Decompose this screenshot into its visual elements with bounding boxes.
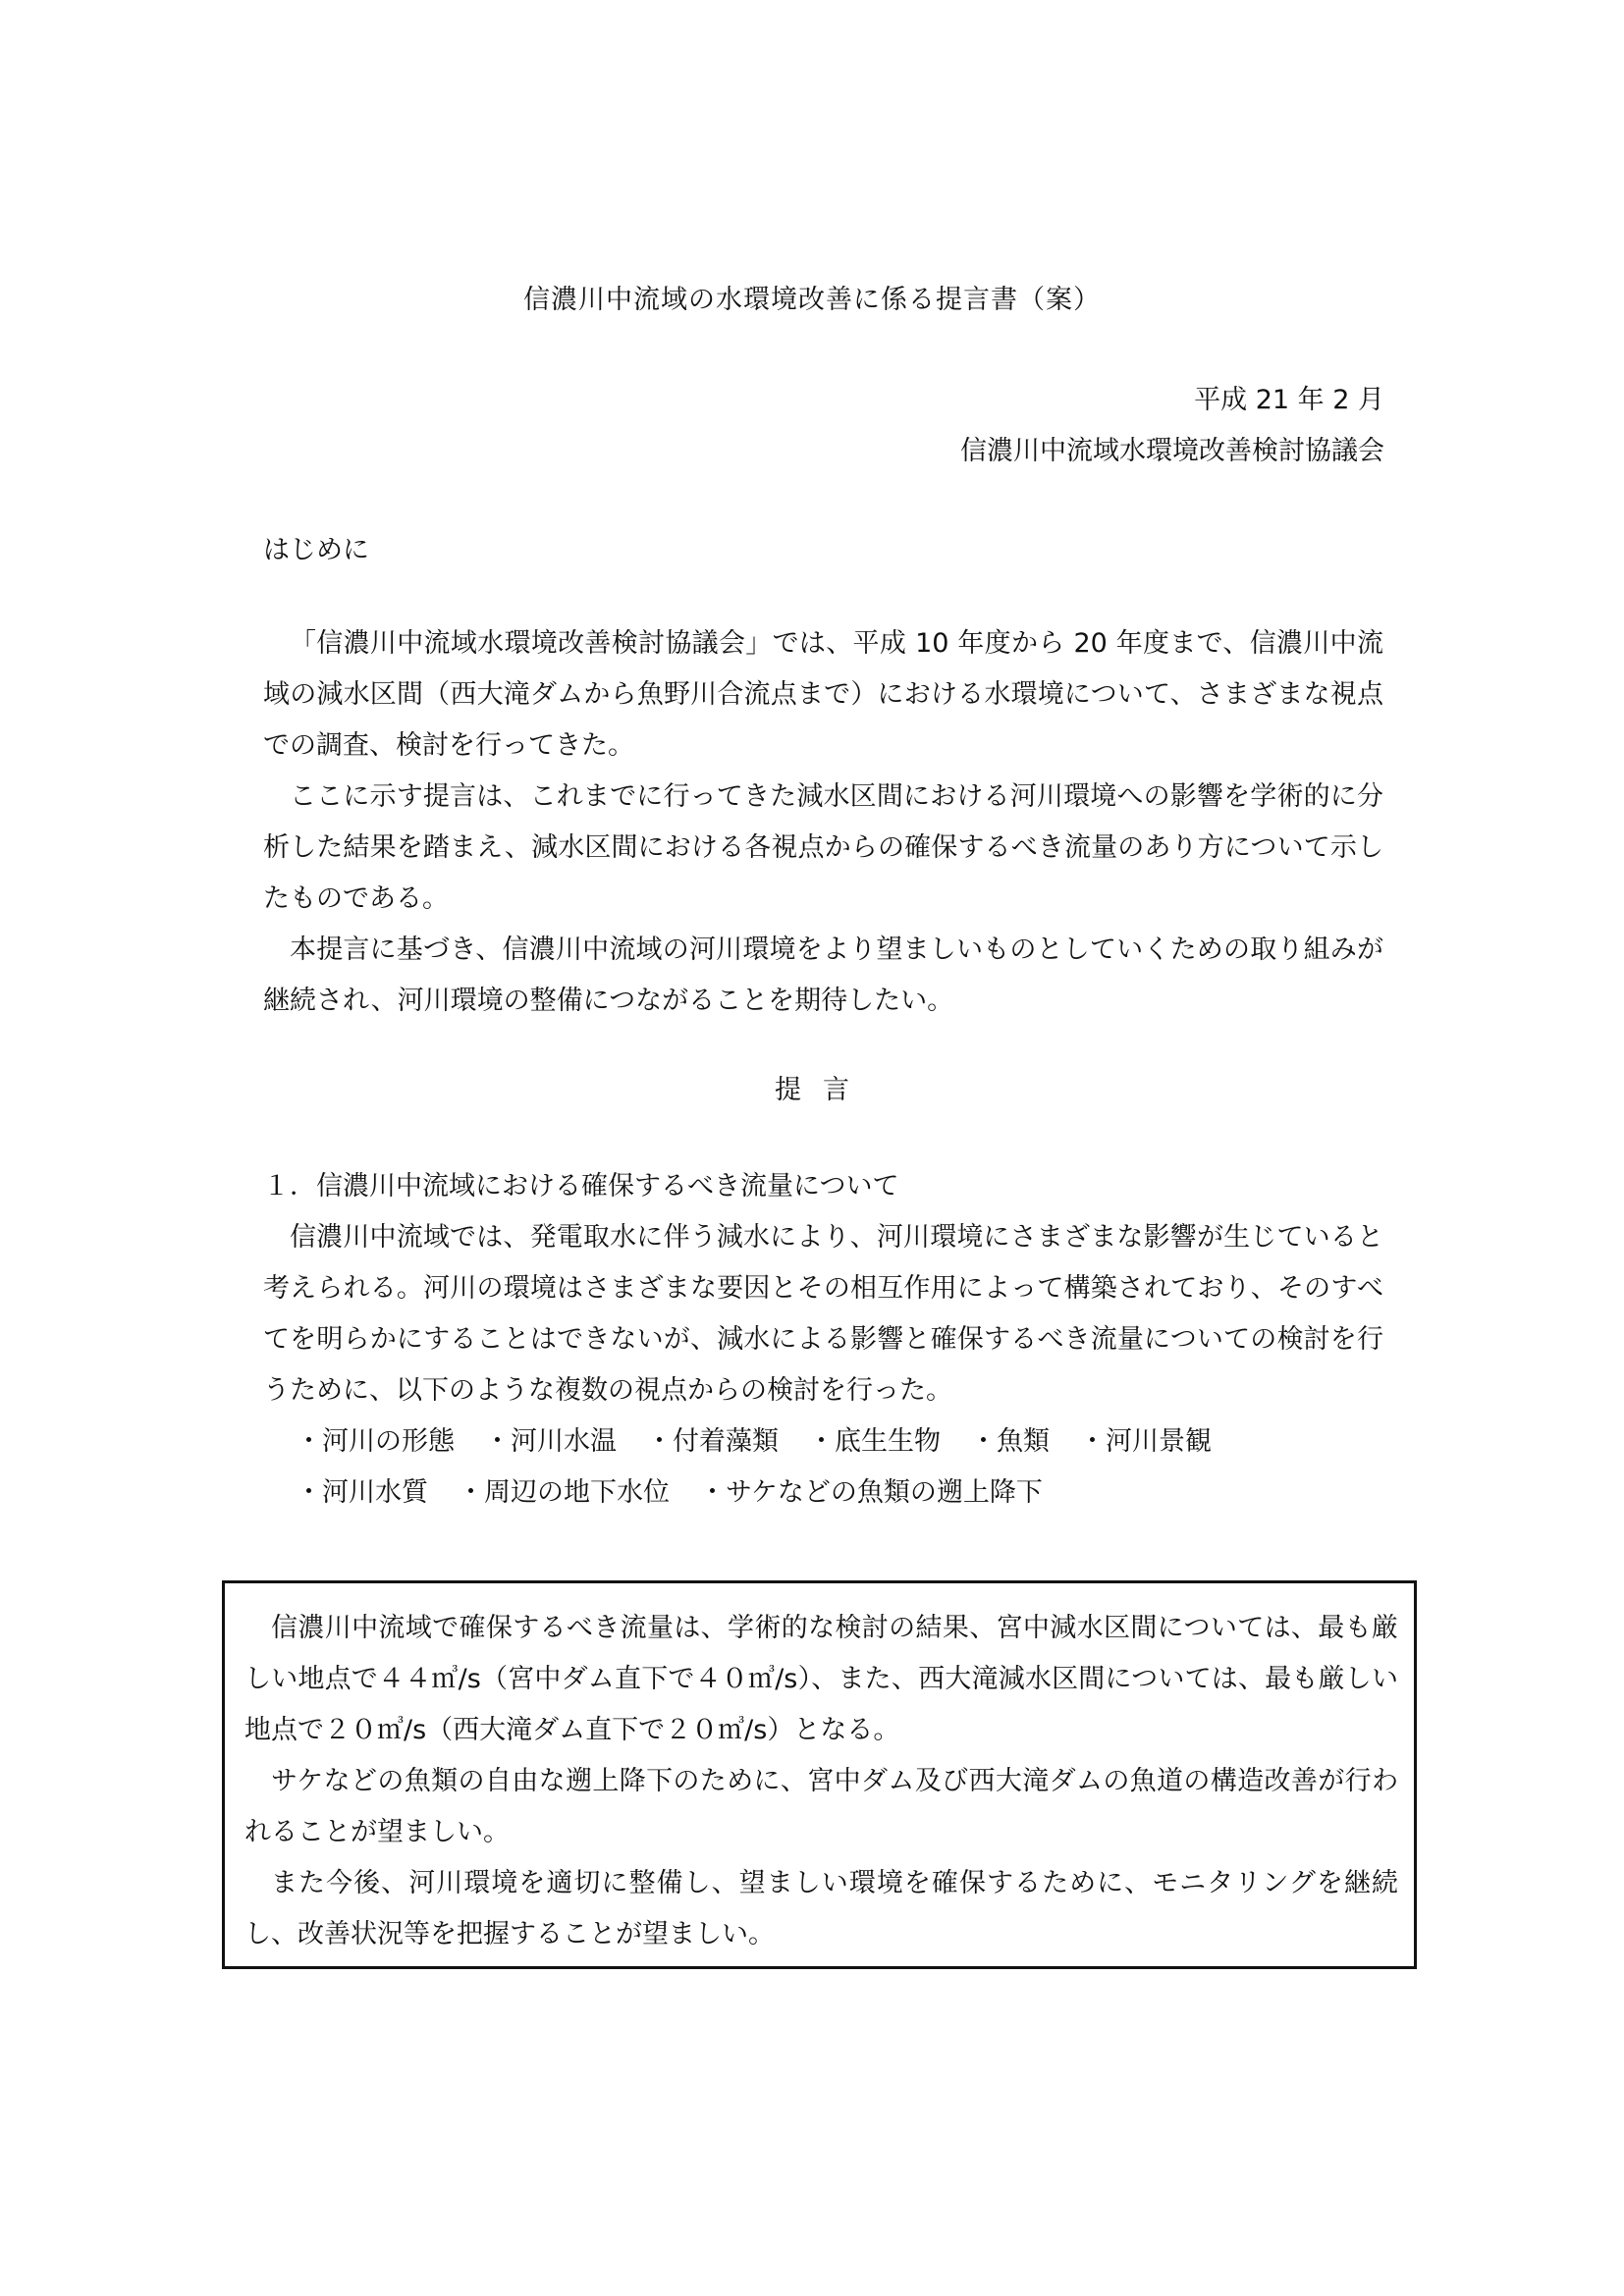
- viewpoint-item: ・ 河川景観: [1079, 1416, 1212, 1468]
- document-date: 平成 21 年 2 月: [1194, 385, 1384, 415]
- viewpoint-item: ・ 付着藻類: [646, 1416, 779, 1468]
- viewpoint-item: ・ 底生生物: [808, 1416, 941, 1468]
- viewpoint-row: [296, 1416, 1383, 1468]
- intro-paragraph: ここに示す提言は、これまでに行ってきた減水区間における河川環境への影響を学術的に分析した結果を踏まえ、減水区間における各視点からの確保するべき流量のあり方について示したものである。: [263, 781, 1383, 914]
- viewpoint-list: [263, 1416, 1383, 1519]
- section-1-title: １．信濃川中流域における確保するべき流量について: [263, 1171, 899, 1201]
- proposal-heading: 提言: [775, 1075, 871, 1105]
- box-paragraph: サケなどの魚類の自由な遡上降下のために、宮中ダム及び西大滝ダムの魚道の構造改善が行われることが望ましい。: [244, 1766, 1398, 1847]
- box-paragraph: 信濃川中流域で確保するべき流量は、学術的な検討の結果、宮中減水区間については、最も厳しい地点で４４㎥/s（宮中ダム直下で４０㎥/s）、また、西大滝減水区間については、最も厳しい地点で２０㎥/s（西大滝ダム直下で２０㎥/s）となる。: [244, 1613, 1398, 1745]
- intro-paragraph: 本提言に基づき、信濃川中流域の河川環境をより望ましいものとしていくための取り組みが継続され、河川環境の整備につながることを期待したい。: [263, 934, 1383, 1016]
- intro-heading: はじめに: [263, 535, 369, 565]
- section-1-body: 信濃川中流域では、発電取水に伴う減水により、河川環境にさまざまな影響が生じていると考えられる。河川の環境はさまざまな要因とその相互作用によって構築されており、そのすべてを明らかにすることはできないが、減水による影響と確保するべき流量についての検討を行うために、以下のような複数の視点からの検討を行った。: [263, 1222, 1383, 1406]
- proposal-box: [222, 1580, 1417, 1969]
- intro-section: [263, 618, 1383, 1027]
- box-paragraph: また今後、河川環境を適切に整備し、望ましい環境を確保するために、モニタリングを継続し、改善状況等を把握することが望ましい。: [244, 1868, 1398, 1949]
- section-1: [263, 1161, 1383, 1519]
- organization-name: 信濃川中流域水環境改善検討協議会: [960, 436, 1384, 466]
- intro-paragraph: 「信濃川中流域水環境改善検討協議会」では、平成 10 年度から 20 年度まで、信濃川中流域の減水区間（西大滝ダムから魚野川合流点まで）における水環境について、さまざまな視点での調査、検討を行ってきた。: [263, 628, 1383, 761]
- viewpoint-item: ・ 河川水質: [296, 1468, 428, 1519]
- viewpoint-item: ・ 魚類: [970, 1416, 1050, 1468]
- viewpoint-item: ・ 河川水温: [484, 1416, 617, 1468]
- viewpoint-item: ・ 河川の形態: [296, 1416, 455, 1468]
- viewpoint-item: ・ 周辺の地下水位: [458, 1468, 670, 1519]
- viewpoint-row: [296, 1468, 1383, 1519]
- document-title: 信濃川中流域の水環境改善に係る提言書（案）: [523, 285, 1101, 315]
- viewpoint-item: ・ サケなどの魚類の遡上降下: [699, 1468, 1043, 1519]
